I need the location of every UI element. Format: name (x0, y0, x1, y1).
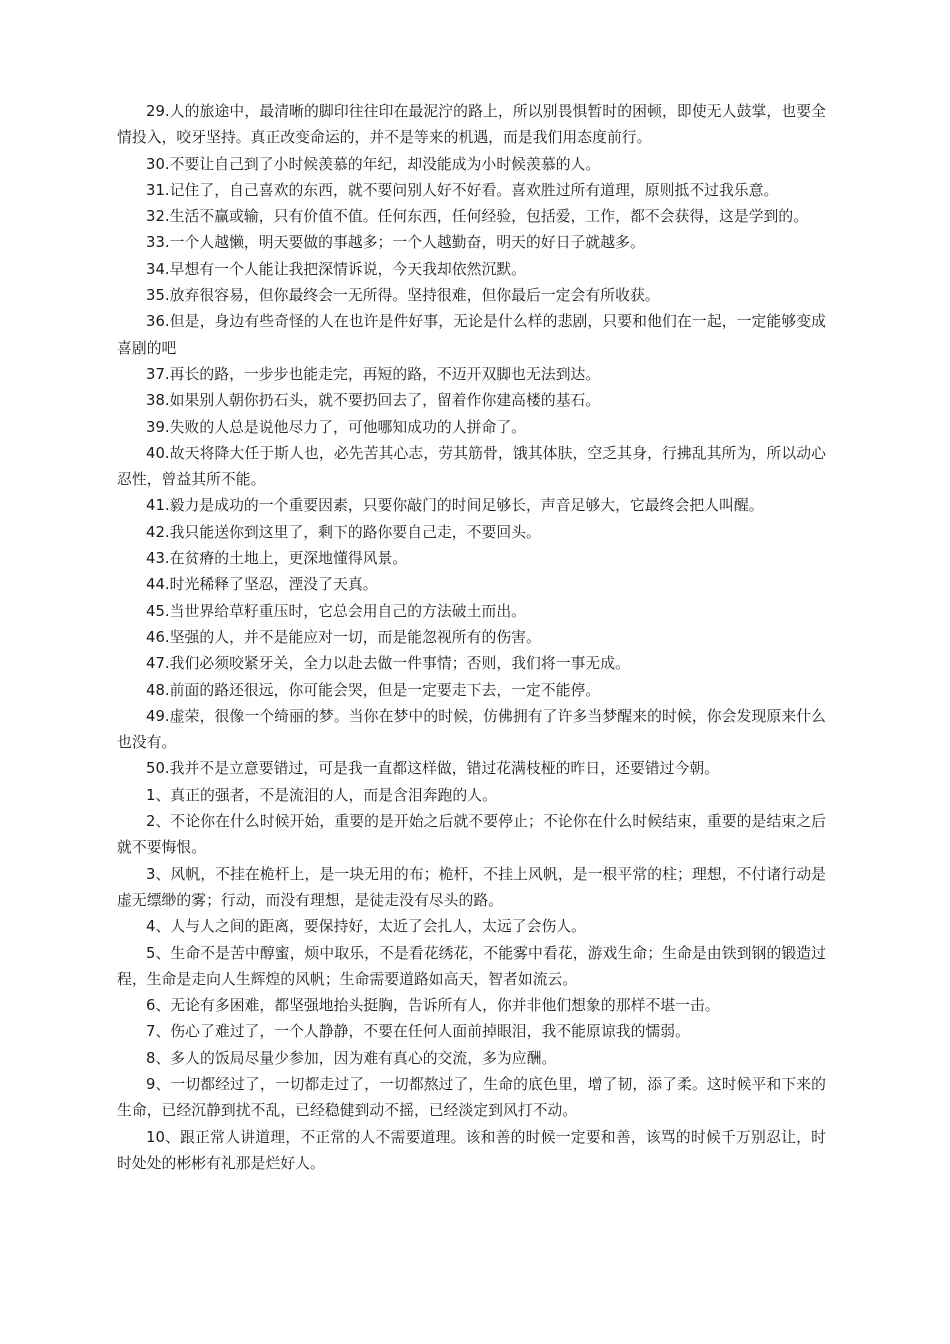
paragraph-45: 45.当世界给草籽重压时，它总会用自己的方法破土而出。 (146, 602, 527, 620)
paragraph-47: 47.我们必须咬紧牙关，全力以赴去做一件事情；否则，我们将一事无成。 (146, 655, 630, 673)
paragraph-35: 35.放弃很容易，但你最终会一无所得。坚持很难，但你最后一定会有所收获。 (146, 287, 660, 305)
paragraph-6: 6、无论有多困难，都坚强地抬头挺胸，告诉所有人，你并非他们想象的那样不堪一击。 (146, 997, 720, 1015)
paragraph-36: 36.但是，身边有些奇怪的人在也许是件好事，无论是什么样的悲剧，只要和他们在一起，一定能够变成喜剧的吧 (117, 313, 826, 357)
paragraph-32: 32.生活不赢或输，只有价值不值。任何东西，任何经验，包括爱，工作，都不会获得，这是学到的。 (146, 208, 809, 226)
paragraph-31: 31.记住了，自己喜欢的东西，就不要问别人好不好看。喜欢胜过所有道理，原则抵不过我乐意。 (146, 181, 779, 199)
paragraph-40: 40.故天将降大任于斯人也，必先苦其心志，劳其筋骨，饿其体肤，空乏其身，行拂乱其所为，所以动心忍性，曾益其所不能。 (117, 444, 826, 489)
paragraph-44: 44.时光稀释了坚忍，湮没了天真。 (146, 576, 378, 594)
paragraph-7: 7、伤心了难过了，一个人静静，不要在任何人面前掉眼泪，我不能原谅我的懦弱。 (146, 1023, 690, 1041)
paragraph-37: 37.再长的路，一步步也能走完，再短的路，不迈开双脚也无法到达。 (146, 365, 601, 383)
paragraph-5: 5、生命不是苦中醇蜜，烦中取乐，不是看花绣花，不能雾中看花，游戏生命；生命是由铁到钢的锻造过程，生命是走向人生辉煌的风帆；生命需要道路如高天，智者如流云。 (117, 944, 826, 988)
paragraph-8: 8、多人的饭局尽量少参加，因为难有真心的交流，多为应酬。 (146, 1049, 557, 1067)
paragraph-42: 42.我只能送你到这里了，剩下的路你要自己走，不要回头。 (146, 523, 541, 541)
paragraph-3: 3、风帆，不挂在桅杆上，是一块无用的布；桅杆，不挂上风帆，是一根平常的柱；理想，不付诸行动是虚无缥缈的雾；行动，而没有理想，是徒走没有尽头的路。 (117, 865, 826, 909)
paragraph-43: 43.在贫瘠的土地上，更深地懂得风景。 (146, 550, 408, 568)
paragraph-41: 41.毅力是成功的一个重要因素，只要你敲门的时间足够长，声音足够大，它最终会把人叫醒。 (146, 497, 764, 515)
paragraph-49: 49.虚荣，很像一个绮丽的梦。当你在梦中的时候，仿佛拥有了许多当梦醒来的时候，你会发现原来什么也没有。 (117, 707, 826, 752)
paragraph-29: 29.人的旅途中，最清晰的脚印往往印在最泥泞的路上，所以别畏惧暂时的困顿，即使无人鼓掌，也要全情投入，咬牙坚持。真正改变命运的，并不是等来的机遇，而是我们用态度前行。 (117, 103, 826, 147)
paragraph-50: 50.我并不是立意要错过，可是我一直都这样做，错过花满枝桠的昨日，还要错过今朝。 (146, 760, 720, 778)
paragraph-2: 2、不论你在什么时候开始，重要的是开始之后就不要停止；不论你在什么时候结束，重要的是结束之后就不要悔恨。 (117, 813, 826, 857)
paragraph-4: 4、人与人之间的距离，要保持好，太近了会扎人，太远了会伤人。 (146, 918, 587, 936)
document-body (117, 99, 826, 1177)
paragraph-46: 46.坚强的人，并不是能应对一切，而是能忽视所有的伤害。 (146, 628, 541, 646)
paragraph-9: 9、一切都经过了，一切都走过了，一切都熬过了，生命的底色里，增了韧，添了柔。这时候平和下来的生命，已经沉静到扰不乱，已经稳健到动不摇，已经淡定到风打不动。 (117, 1075, 826, 1120)
paragraph-1: 1、真正的强者，不是流泪的人，而是含泪奔跑的人。 (146, 786, 497, 804)
paragraph-39: 39.失败的人总是说他尽力了，可他哪知成功的人拼命了。 (146, 418, 527, 436)
paragraph-33: 33.一个人越懒，明天要做的事越多；一个人越勤奋，明天的好日子就越多。 (146, 234, 645, 252)
paragraph-10: 10、跟正常人讲道理，不正常的人不需要道理。该和善的时候一定要和善，该骂的时候千万别忍让，时时处处的彬彬有礼那是烂好人。 (117, 1128, 826, 1172)
paragraph-30: 30.不要让自己到了小时候羡慕的年纪，却没能成为小时候羡慕的人。 (146, 155, 601, 173)
paragraph-34: 34.早想有一个人能让我把深情诉说，今天我却依然沉默。 (146, 260, 527, 278)
paragraph-48: 48.前面的路还很远，你可能会哭，但是一定要走下去，一定不能停。 (146, 681, 601, 699)
paragraph-38: 38.如果别人朝你扔石头，就不要扔回去了，留着作你建高楼的基石。 (146, 392, 601, 410)
